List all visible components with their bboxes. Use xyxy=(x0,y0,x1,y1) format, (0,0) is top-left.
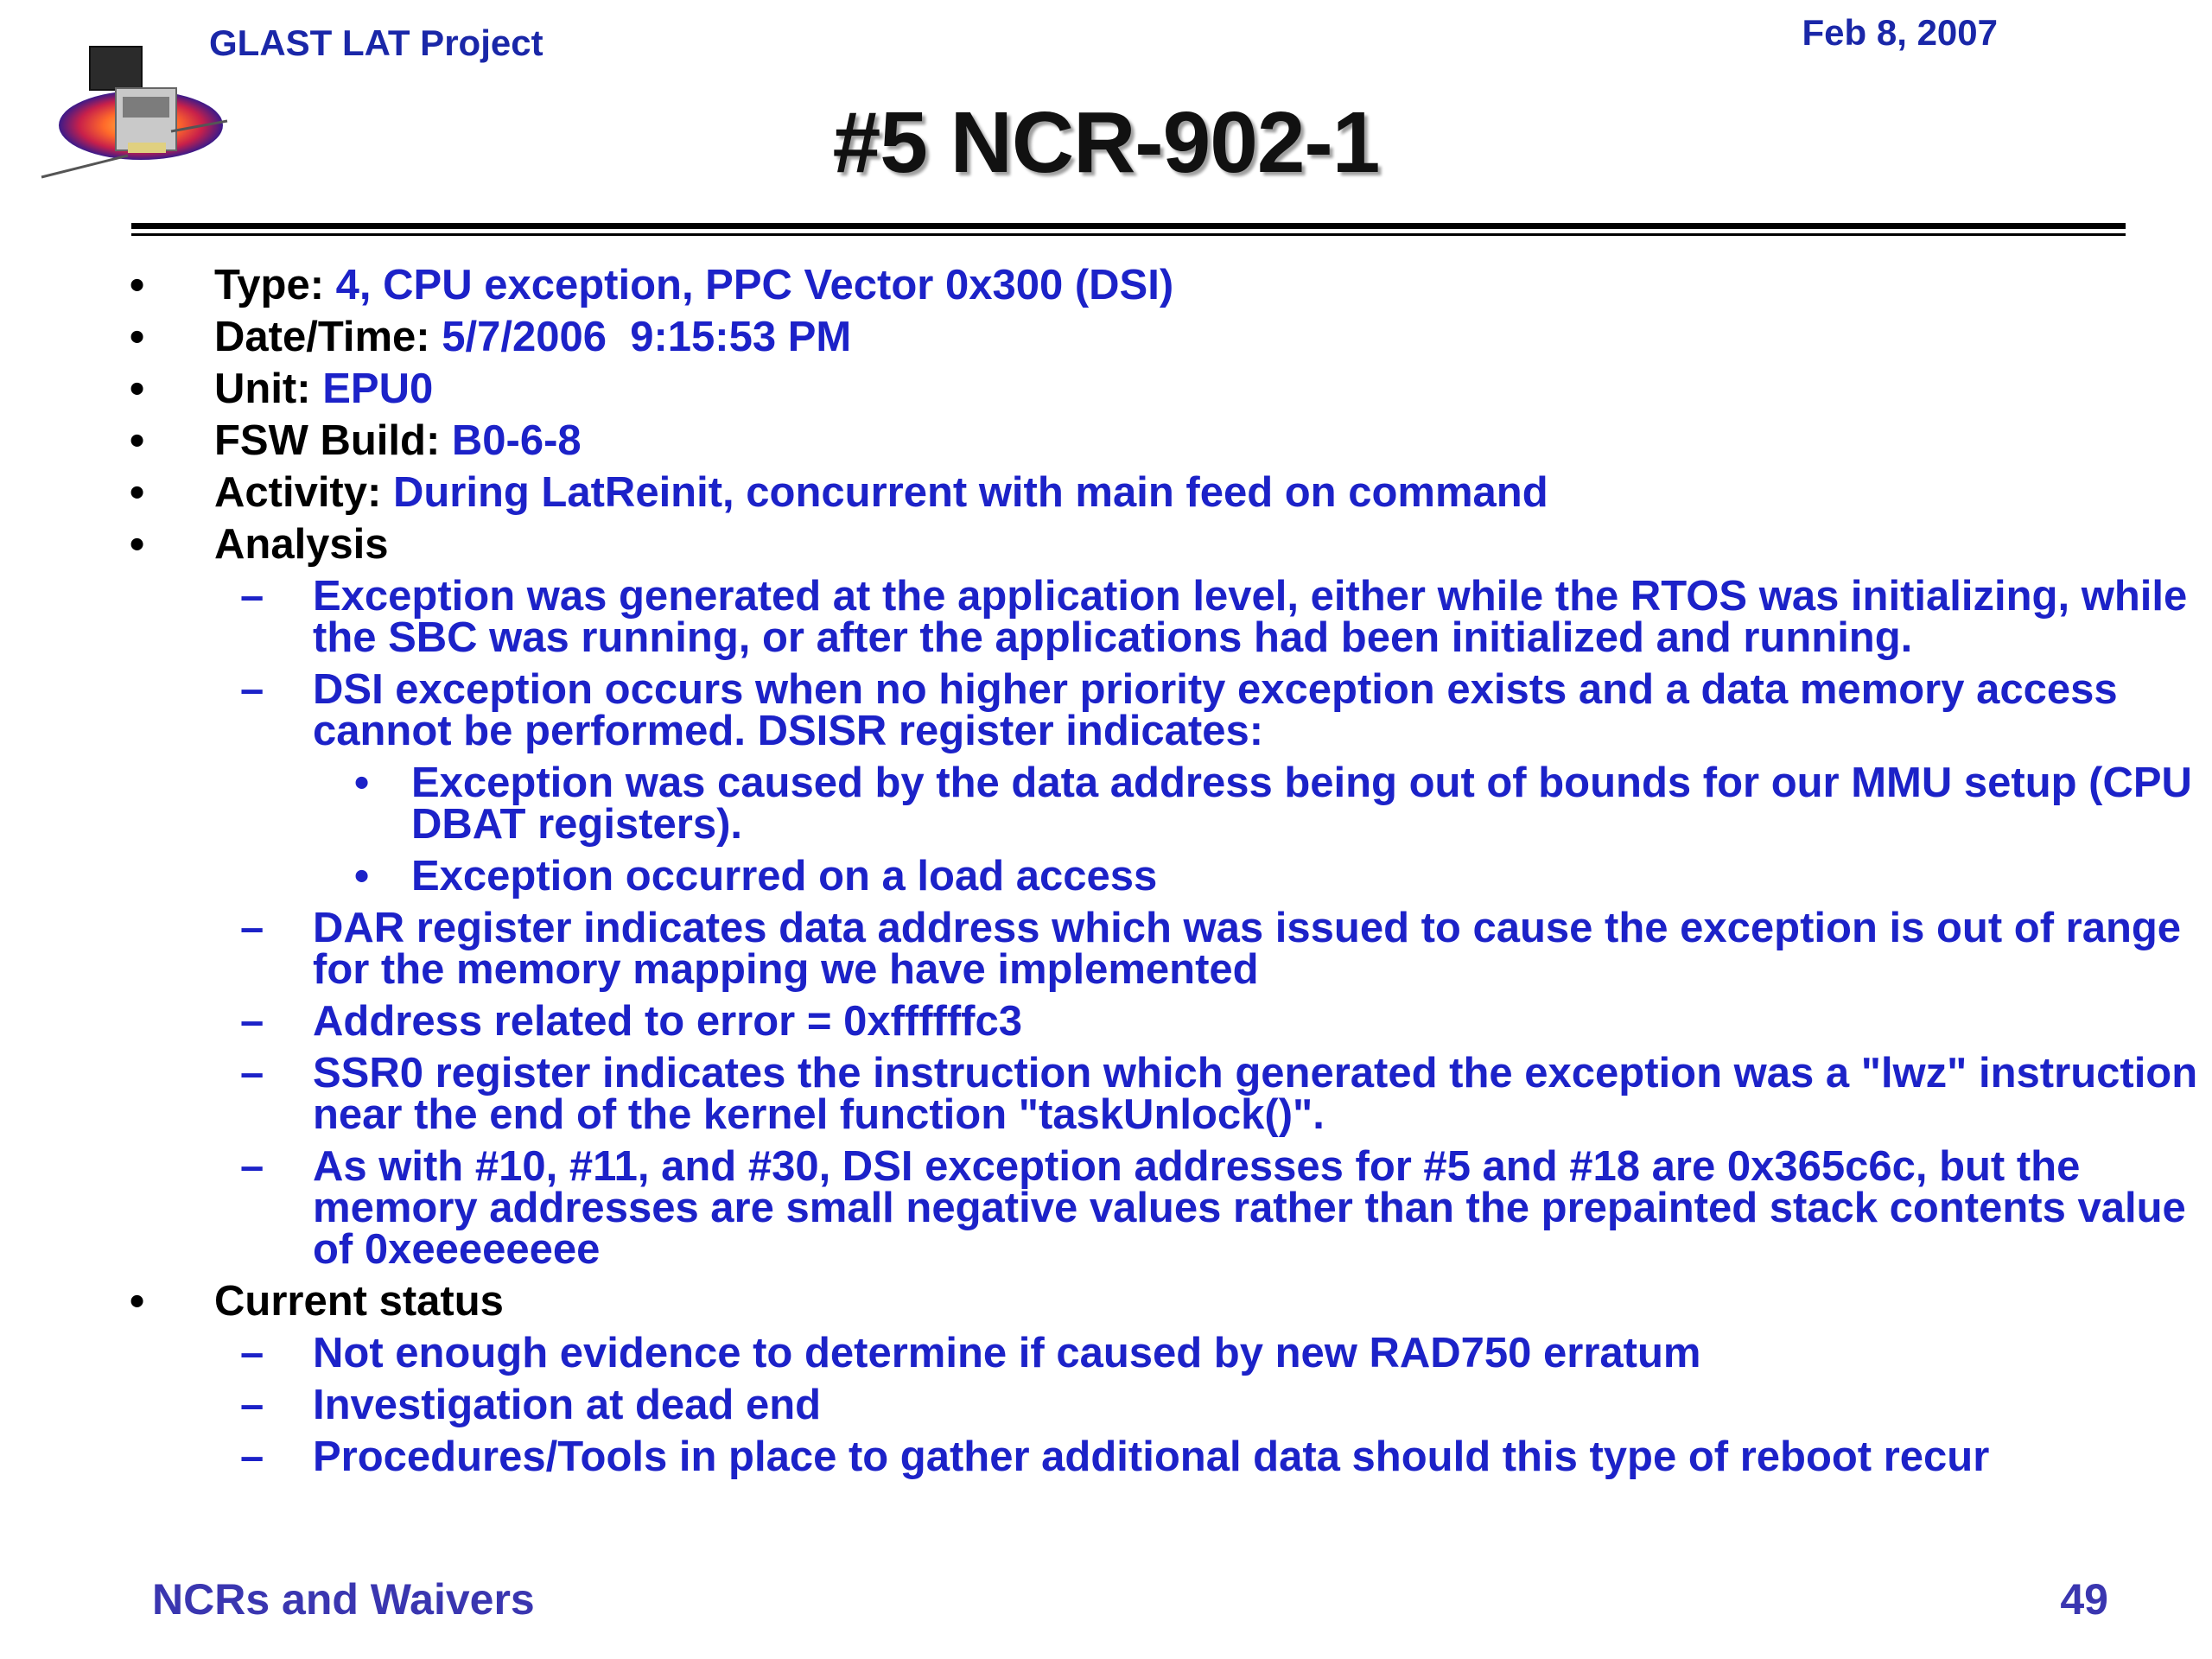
bullet-status xyxy=(0,1275,2212,1327)
dash-marker: – xyxy=(240,905,264,951)
bullet-dot: • xyxy=(130,262,145,308)
status-text: Not enough evidence to determine if caused by new RAD750 erratum xyxy=(313,1330,1701,1376)
bullet-analysis xyxy=(0,518,2212,570)
analysis-subitem xyxy=(0,757,2212,850)
status-item xyxy=(0,1431,2212,1483)
page-number: 49 xyxy=(2060,1575,2108,1624)
dash-marker: – xyxy=(240,1382,264,1428)
analysis-text: Exception was generated at the application level, either while the RTOS was initializing, while the SBC was running, or after the applications had been initialized and running. xyxy=(313,573,2188,661)
dash-marker: – xyxy=(240,1050,264,1096)
analysis-item xyxy=(0,902,2212,995)
bullet-dot: • xyxy=(130,365,145,412)
dash-marker: – xyxy=(240,998,264,1045)
title-rule-thin xyxy=(131,233,2126,236)
unit-label: Unit: xyxy=(214,365,311,412)
status-text: Procedures/Tools in place to gather additional data should this type of reboot recur xyxy=(313,1433,1990,1480)
analysis-text: Address related to error = 0xffffffc3 xyxy=(313,998,1022,1045)
dash-marker: – xyxy=(240,1330,264,1376)
analysis-item xyxy=(0,1141,2212,1275)
analysis-item xyxy=(0,570,2212,664)
bullet-dot: • xyxy=(130,1278,145,1325)
type-label: Type: xyxy=(214,262,325,308)
type-value: 4, CPU exception, PPC Vector 0x300 (DSI) xyxy=(335,262,1174,308)
bullet-unit xyxy=(0,363,2212,415)
bullet-dot: • xyxy=(130,417,145,464)
analysis-item xyxy=(0,995,2212,1047)
status-item xyxy=(0,1327,2212,1379)
analysis-text: As with #10, #11, and #30, DSI exception addresses for #5 and #18 are 0x365c6c, but the memory addresses are small negative values rather than the prepainted stack contents value of 0xeeeeeeee xyxy=(313,1143,2186,1273)
analysis-subtext: Exception was caused by the data address being out of bounds for our MMU setup (CPU DBAT registers). xyxy=(411,760,2192,848)
analysis-text: DAR register indicates data address which was issued to cause the exception is out of range for the memory mapping we have implemented xyxy=(313,905,2182,993)
project-name: GLAST LAT Project xyxy=(209,22,543,63)
bullet-dot: • xyxy=(130,469,145,516)
dash-marker: – xyxy=(240,666,264,713)
dash-marker: – xyxy=(240,573,264,620)
build-label: FSW Build: xyxy=(214,417,441,464)
build-value: B0-6-8 xyxy=(451,417,582,464)
analysis-subtext: Exception occurred on a load access xyxy=(411,853,1158,899)
analysis-heading: Analysis xyxy=(214,521,389,568)
datetime-label: Date/Time: xyxy=(214,314,430,360)
slide-content xyxy=(0,259,2212,1483)
bullet-datetime xyxy=(0,311,2212,363)
bullet-build xyxy=(0,415,2212,467)
bullet-dot: • xyxy=(130,521,145,568)
bullet-activity xyxy=(0,467,2212,518)
status-item xyxy=(0,1379,2212,1431)
analysis-subitem xyxy=(0,850,2212,902)
status-heading: Current status xyxy=(214,1278,504,1325)
activity-value: During LatReinit, concurrent with main feed on command xyxy=(392,469,1548,516)
unit-value: EPU0 xyxy=(322,365,434,412)
title-rule-thick xyxy=(131,223,2126,229)
bullet-type xyxy=(0,259,2212,311)
analysis-text: SSR0 register indicates the instruction which generated the exception was a "lwz" instruction near the end of the kernel function "taskUnlock()". xyxy=(313,1050,2198,1138)
analysis-text: DSI exception occurs when no higher priority exception exists and a data memory access cannot be performed. DSISR register indicates: xyxy=(313,666,2118,754)
activity-label: Activity: xyxy=(214,469,382,516)
analysis-item xyxy=(0,664,2212,757)
dash-marker: – xyxy=(240,1433,264,1480)
slide-title: #5 NCR-902-1 xyxy=(832,94,1380,191)
bullet-dot: • xyxy=(130,314,145,360)
footer-section-title: NCRs and Waivers xyxy=(152,1575,535,1624)
bullet-dot: • xyxy=(354,760,370,806)
dash-marker: – xyxy=(240,1143,264,1190)
slide-date: Feb 8, 2007 xyxy=(1802,12,1998,53)
bullet-dot: • xyxy=(354,853,370,899)
analysis-item xyxy=(0,1047,2212,1141)
status-text: Investigation at dead end xyxy=(313,1382,822,1428)
datetime-value: 5/7/2006 9:15:53 PM xyxy=(442,314,852,360)
